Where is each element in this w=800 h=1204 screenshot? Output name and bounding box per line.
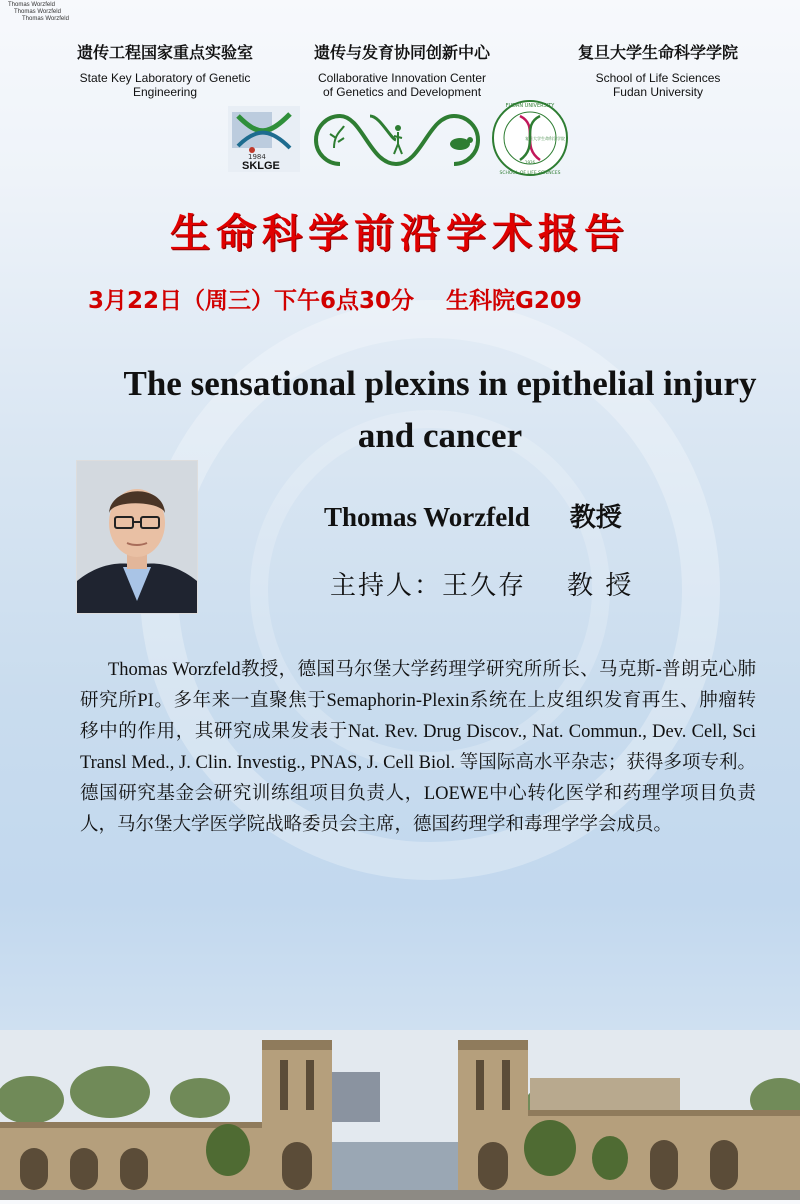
campus-gate-illustration [0, 1030, 800, 1200]
speaker-bio: Thomas Worzfeld教授，德国马尔堡大学药理学研究所所长、马克斯-普朗克心肺研究所PI。多年来一直聚焦于Semaphorin-Plexin系统在上皮组织发育再生、肿瘤转移中的作用，其研究成果发表于Nat. Rev. Drug Discov., Nat. Commun., Dev. Cell, Sci Transl Med., J. Clin. Investig., PNAS, J. Cell Biol. 等国际高水平杂志；获得多项专利。德国研究基金会研究训练组项目负责人，LOEWE中心转化医学和药理学项目负责人，马尔堡大学医学院战略委员会主席，德国药理学和毒理学学会成员。 [80, 660, 756, 835]
institution-sklge [35, 40, 295, 99]
institution-en-line2: of Genetics and Development [322, 85, 482, 99]
institution-fudan-life-sciences [528, 40, 788, 99]
speaker-title: 教授 [569, 503, 622, 533]
seal-bottom-text: SCHOOL OF LIFE SCIENCES [499, 171, 561, 176]
speaker-name: Thomas Worzfeld [324, 502, 530, 532]
corner-speaker-names [8, 2, 69, 23]
host-line: 主持人：王久存 教 授 [330, 571, 634, 601]
speaker-photo [76, 460, 198, 614]
institution-cn-name: 遗传与发育协同创新中心 [313, 43, 490, 62]
seal-top-text: FUDAN UNIVERSITY [505, 103, 555, 109]
logo-row [0, 98, 800, 178]
sklge-logo [228, 106, 300, 172]
institution-cicgd [272, 40, 532, 99]
cicgd-logo [310, 108, 485, 170]
seal-year: 1926 [524, 160, 536, 165]
corner-name: Thomas Worzfeld [22, 16, 69, 22]
institution-cn-name: 遗传工程国家重点实验室 [76, 43, 253, 62]
institution-en-line1: State Key Laboratory of Genetic [79, 71, 251, 85]
event-series-title: 生命科学前沿学术报告 [170, 210, 630, 257]
institution-cn-name: 复旦大学生命科学学院 [577, 43, 738, 62]
date-time-location: 3月22日（周三）下午6点30分 生科院G209 [88, 288, 582, 314]
corner-name: Thomas Worzfeld [14, 9, 61, 15]
institution-en-line1: Collaborative Innovation Center [317, 71, 487, 85]
seal-center-text: 复旦大学生命科学学院 [525, 136, 565, 141]
speaker-line [324, 497, 622, 534]
corner-name: Thomas Worzfeld [8, 2, 55, 8]
institution-en-line2: Engineering [132, 85, 198, 99]
sklge-year: 1984 [248, 153, 266, 161]
fudan-life-sciences-seal [490, 98, 570, 178]
talk-title: The sensational plexins in epithelial injury and cancer [123, 364, 757, 455]
institution-en-line1: School of Life Sciences [595, 71, 721, 85]
institution-en-line2: Fudan University [612, 85, 704, 99]
sklge-text: SKLGE [242, 160, 280, 172]
